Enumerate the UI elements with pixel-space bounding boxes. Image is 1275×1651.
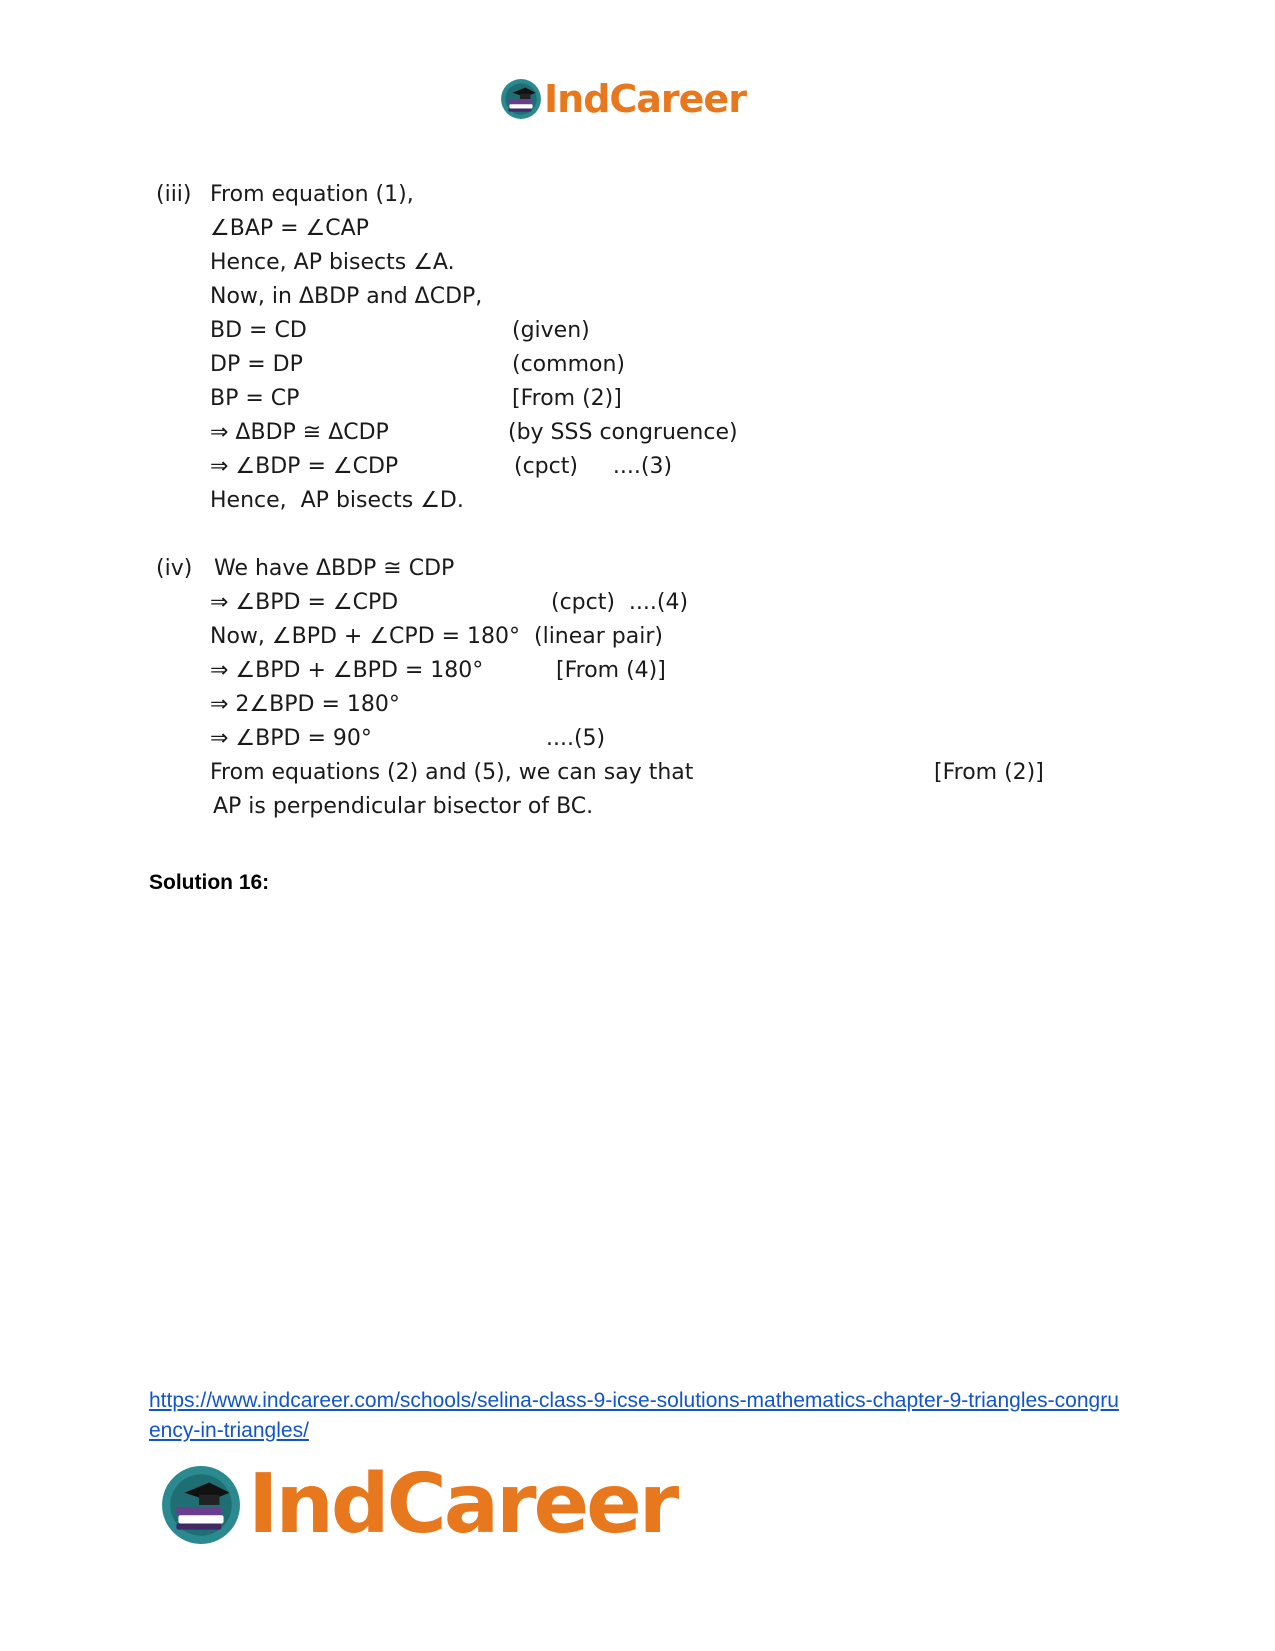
step-line: DP = DP	[210, 352, 303, 377]
step-line: Hence, AP bisects ∠A.	[210, 250, 455, 275]
step-line: From equation (1),	[210, 182, 414, 207]
step-reason: (linear pair)	[534, 624, 663, 649]
step-line: ⇒ ∠BDP = ∠CDP	[210, 454, 399, 479]
footer-link[interactable]: https://www.indcareer.com/schools/selina-class-9-icse-solutions-mathematics-chapter-9-triangles-congruency-in-triangles/	[149, 1389, 1119, 1442]
step-line: From equations (2) and (5), we can say that	[210, 760, 694, 785]
step-line: ⇒ ∠BPD = ∠CPD	[210, 590, 399, 615]
step-reason: (common)	[512, 352, 625, 377]
step-line: ⇒ ΔBDP ≅ ΔCDP	[210, 420, 389, 445]
step-reason: (cpct) ....(4)	[551, 590, 689, 615]
solution-title: Solution 16:	[149, 871, 270, 894]
step-line: BD = CD	[210, 318, 307, 343]
header-logo	[500, 78, 746, 120]
step-line: Now, in ΔBDP and ΔCDP,	[210, 284, 483, 309]
footer-logo-text: IndCareer	[248, 1457, 677, 1552]
footer-logo	[160, 1457, 677, 1552]
step-line: ∠BAP = ∠CAP	[210, 216, 369, 241]
step-line: ⇒ 2∠BPD = 180°	[210, 692, 400, 717]
step-line: AP is perpendicular bisector of BC.	[213, 794, 594, 819]
header-logo-text: IndCareer	[544, 77, 746, 121]
step-reason: [From (2)]	[934, 760, 1044, 785]
step-line: Hence, AP bisects ∠D.	[210, 488, 464, 513]
step-reason: (given)	[512, 318, 590, 343]
step-line: Now, ∠BPD + ∠CPD = 180°	[210, 624, 521, 649]
indcareer-emblem-icon	[160, 1464, 242, 1546]
step-line: ⇒ ∠BPD + ∠BPD = 180°	[210, 658, 484, 683]
part-iii-label: (iii)	[156, 182, 192, 207]
step-reason: [From (4)]	[556, 658, 666, 683]
step-line: ⇒ ∠BPD = 90°	[210, 726, 372, 751]
step-reason: [From (2)]	[512, 386, 622, 411]
step-reason: (cpct) ....(3)	[514, 454, 673, 479]
part-iv-label: (iv)	[156, 556, 193, 581]
step-reason: (by SSS congruence)	[508, 420, 738, 445]
step-line: BP = CP	[210, 386, 300, 411]
indcareer-emblem-icon	[500, 78, 542, 120]
step-line: We have ΔBDP ≅ CDP	[214, 556, 455, 581]
step-reason: ....(5)	[546, 726, 606, 751]
